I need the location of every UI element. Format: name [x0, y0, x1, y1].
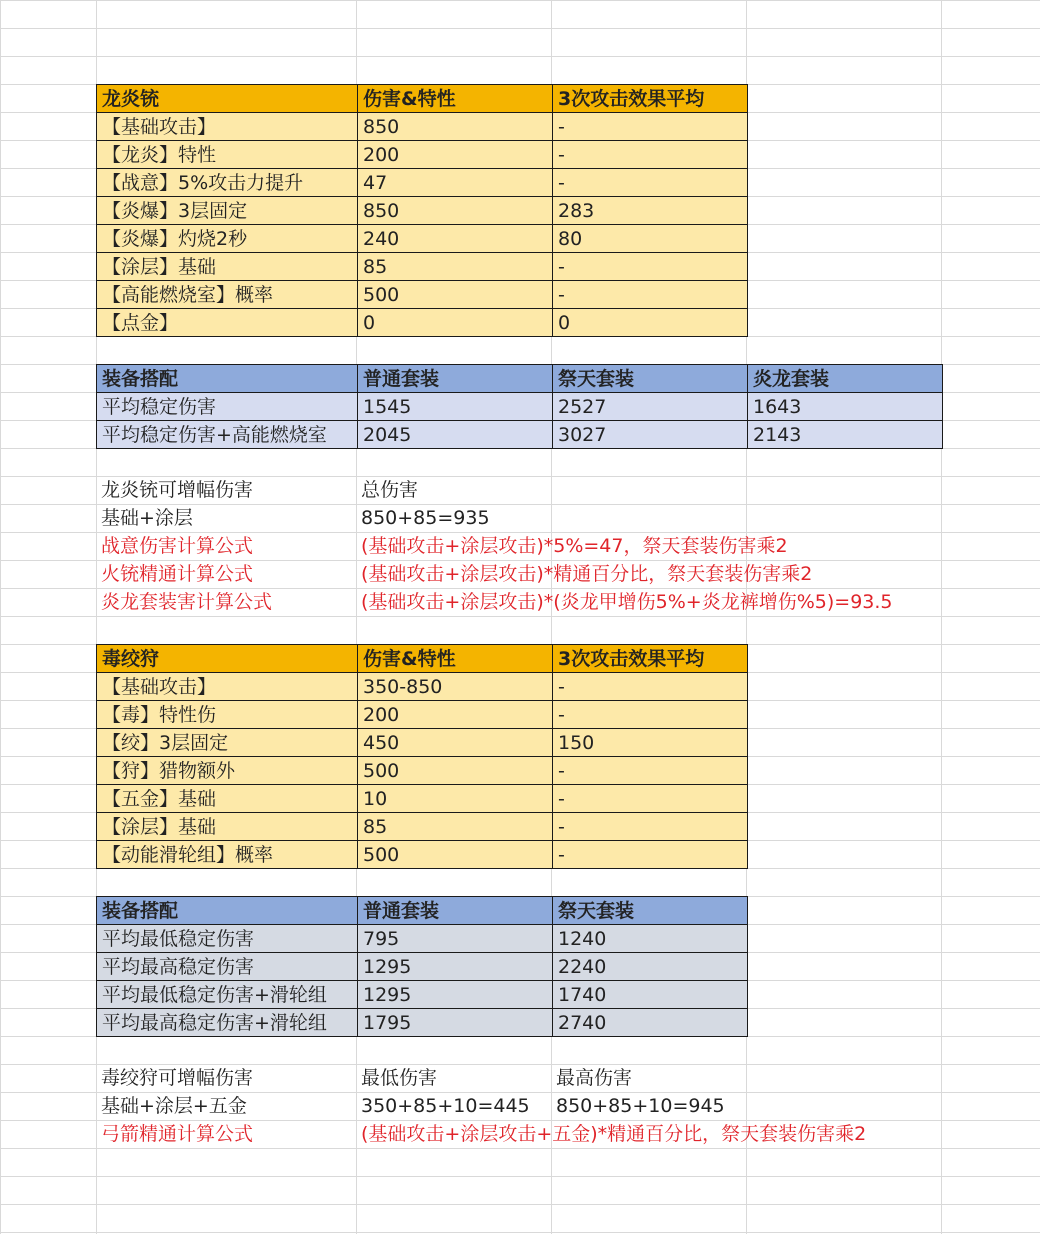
grid-column-line: [941, 0, 942, 1234]
cell[interactable]: 200: [358, 141, 553, 169]
header-cell[interactable]: 伤害&特性: [358, 645, 553, 673]
cell[interactable]: 【涂层】基础: [97, 253, 358, 281]
header-cell[interactable]: 龙炎铳: [97, 85, 358, 113]
cell[interactable]: 85: [358, 813, 553, 841]
cell[interactable]: -: [553, 113, 748, 141]
cell[interactable]: 10: [358, 785, 553, 813]
weapon-table-longyan: [96, 84, 748, 337]
cell[interactable]: 2740: [553, 1009, 748, 1037]
cell[interactable]: 【炎爆】灼烧2秒: [97, 225, 358, 253]
cell[interactable]: 1240: [553, 925, 748, 953]
table-row: [97, 253, 748, 281]
cell[interactable]: 1295: [358, 953, 553, 981]
header-cell[interactable]: 3次攻击效果平均: [553, 85, 748, 113]
cell[interactable]: 2143: [748, 421, 943, 449]
cell[interactable]: 平均最低稳定伤害+滑轮组: [97, 981, 358, 1009]
note-label[interactable]: 龙炎铳可增幅伤害: [101, 479, 254, 501]
cell[interactable]: 2527: [553, 393, 748, 421]
header-cell[interactable]: 毒绞狩: [97, 645, 358, 673]
cell[interactable]: 200: [358, 701, 553, 729]
table-row: [97, 197, 748, 225]
cell[interactable]: 1295: [358, 981, 553, 1009]
equipment-table-longyan: [96, 364, 943, 449]
formula-text[interactable]: (基础攻击+涂层攻击+五金)*精通百分比，祭天套装伤害乘2: [361, 1123, 867, 1145]
cell[interactable]: 47: [358, 169, 553, 197]
table-row: [97, 1009, 748, 1037]
table-row: [97, 785, 748, 813]
cell[interactable]: 1795: [358, 1009, 553, 1037]
table-header-row: [97, 365, 943, 393]
cell[interactable]: 平均最低稳定伤害: [97, 925, 358, 953]
cell[interactable]: 【绞】3层固定: [97, 729, 358, 757]
formula-label[interactable]: 战意伤害计算公式: [101, 535, 254, 557]
table-row: [97, 757, 748, 785]
cell[interactable]: 平均稳定伤害+高能燃烧室: [97, 421, 358, 449]
cell[interactable]: 2045: [358, 421, 553, 449]
cell[interactable]: 850: [358, 197, 553, 225]
cell[interactable]: 500: [358, 281, 553, 309]
cell[interactable]: 1545: [358, 393, 553, 421]
note-value[interactable]: 850+85+10=945: [556, 1095, 725, 1117]
cell[interactable]: 1643: [748, 393, 943, 421]
table-row: [97, 393, 943, 421]
table-row: [97, 169, 748, 197]
cell[interactable]: -: [553, 841, 748, 869]
cell[interactable]: -: [553, 141, 748, 169]
note-value[interactable]: 最高伤害: [556, 1067, 633, 1089]
header-cell[interactable]: 伤害&特性: [358, 85, 553, 113]
note-value[interactable]: 850+85=935: [361, 507, 490, 529]
table-row: [97, 421, 943, 449]
header-cell[interactable]: 祭天套装: [553, 365, 748, 393]
cell[interactable]: 【龙炎】特性: [97, 141, 358, 169]
formula-label[interactable]: 火铳精通计算公式: [101, 563, 254, 585]
table-row: [97, 813, 748, 841]
table-row: [97, 925, 748, 953]
header-cell[interactable]: 祭天套装: [553, 897, 748, 925]
table-row: [97, 225, 748, 253]
cell[interactable]: 80: [553, 225, 748, 253]
table-row: [97, 981, 748, 1009]
cell[interactable]: 0: [553, 309, 748, 337]
cell[interactable]: -: [553, 673, 748, 701]
cell[interactable]: 【点金】: [97, 309, 358, 337]
cell[interactable]: 850: [358, 113, 553, 141]
cell[interactable]: 500: [358, 757, 553, 785]
weapon-table-dujiaoshou: [96, 644, 748, 869]
table-row: [97, 953, 748, 981]
table-row: [97, 701, 748, 729]
cell[interactable]: 平均最高稳定伤害+滑轮组: [97, 1009, 358, 1037]
table-row: [97, 141, 748, 169]
cell[interactable]: 3027: [553, 421, 748, 449]
formula-text[interactable]: (基础攻击+涂层攻击)*5%=47，祭天套装伤害乘2: [361, 535, 788, 557]
cell[interactable]: 【高能燃烧室】概率: [97, 281, 358, 309]
header-cell[interactable]: 装备搭配: [97, 365, 358, 393]
table-row: [97, 113, 748, 141]
formula-text[interactable]: (基础攻击+涂层攻击)*(炎龙甲增伤5%+炎龙裤增伤%5)=93.5: [361, 591, 893, 613]
cell[interactable]: 795: [358, 925, 553, 953]
cell[interactable]: 【战意】5%攻击力提升: [97, 169, 358, 197]
cell[interactable]: 【涂层】基础: [97, 813, 358, 841]
cell[interactable]: 450: [358, 729, 553, 757]
formula-label[interactable]: 弓箭精通计算公式: [101, 1123, 254, 1145]
cell[interactable]: 1740: [553, 981, 748, 1009]
cell[interactable]: 【基础攻击】: [97, 113, 358, 141]
cell[interactable]: -: [553, 813, 748, 841]
cell[interactable]: 2240: [553, 953, 748, 981]
cell[interactable]: 【五金】基础: [97, 785, 358, 813]
formula-text[interactable]: (基础攻击+涂层攻击)*精通百分比，祭天套装伤害乘2: [361, 563, 813, 585]
cell[interactable]: 【炎爆】3层固定: [97, 197, 358, 225]
cell[interactable]: -: [553, 281, 748, 309]
header-cell[interactable]: 炎龙套装: [748, 365, 943, 393]
cell[interactable]: 350-850: [358, 673, 553, 701]
cell[interactable]: 500: [358, 841, 553, 869]
note-label[interactable]: 基础+涂层+五金: [101, 1095, 247, 1117]
cell[interactable]: -: [553, 701, 748, 729]
header-cell[interactable]: 3次攻击效果平均: [553, 645, 748, 673]
equipment-table-dujiaoshou: [96, 896, 748, 1037]
table-row: [97, 281, 748, 309]
cell[interactable]: 【毒】特性伤: [97, 701, 358, 729]
cell[interactable]: -: [553, 757, 748, 785]
cell[interactable]: 283: [553, 197, 748, 225]
cell[interactable]: 平均最高稳定伤害: [97, 953, 358, 981]
table-header-row: [97, 645, 748, 673]
cell[interactable]: 【基础攻击】: [97, 673, 358, 701]
note-value[interactable]: 总伤害: [361, 479, 419, 501]
table-row: [97, 729, 748, 757]
table-header-row: [97, 897, 748, 925]
cell[interactable]: 平均稳定伤害: [97, 393, 358, 421]
cell[interactable]: 【狩】猎物额外: [97, 757, 358, 785]
table-row: [97, 309, 748, 337]
cell[interactable]: -: [553, 169, 748, 197]
note-label[interactable]: 基础+涂层: [101, 507, 193, 529]
table-header-row: [97, 85, 748, 113]
header-cell[interactable]: 装备搭配: [97, 897, 358, 925]
cell[interactable]: 【动能滑轮组】概率: [97, 841, 358, 869]
note-value[interactable]: 350+85+10=445: [361, 1095, 530, 1117]
cell[interactable]: -: [553, 785, 748, 813]
note-value[interactable]: 最低伤害: [361, 1067, 438, 1089]
table-row: [97, 841, 748, 869]
cell[interactable]: 85: [358, 253, 553, 281]
cell[interactable]: 240: [358, 225, 553, 253]
header-cell[interactable]: 普通套装: [358, 365, 553, 393]
cell[interactable]: -: [553, 253, 748, 281]
formula-label[interactable]: 炎龙套装害计算公式: [101, 591, 273, 613]
note-label[interactable]: 毒绞狩可增幅伤害: [101, 1067, 254, 1089]
cell[interactable]: 150: [553, 729, 748, 757]
cell[interactable]: 0: [358, 309, 553, 337]
table-row: [97, 673, 748, 701]
header-cell[interactable]: 普通套装: [358, 897, 553, 925]
